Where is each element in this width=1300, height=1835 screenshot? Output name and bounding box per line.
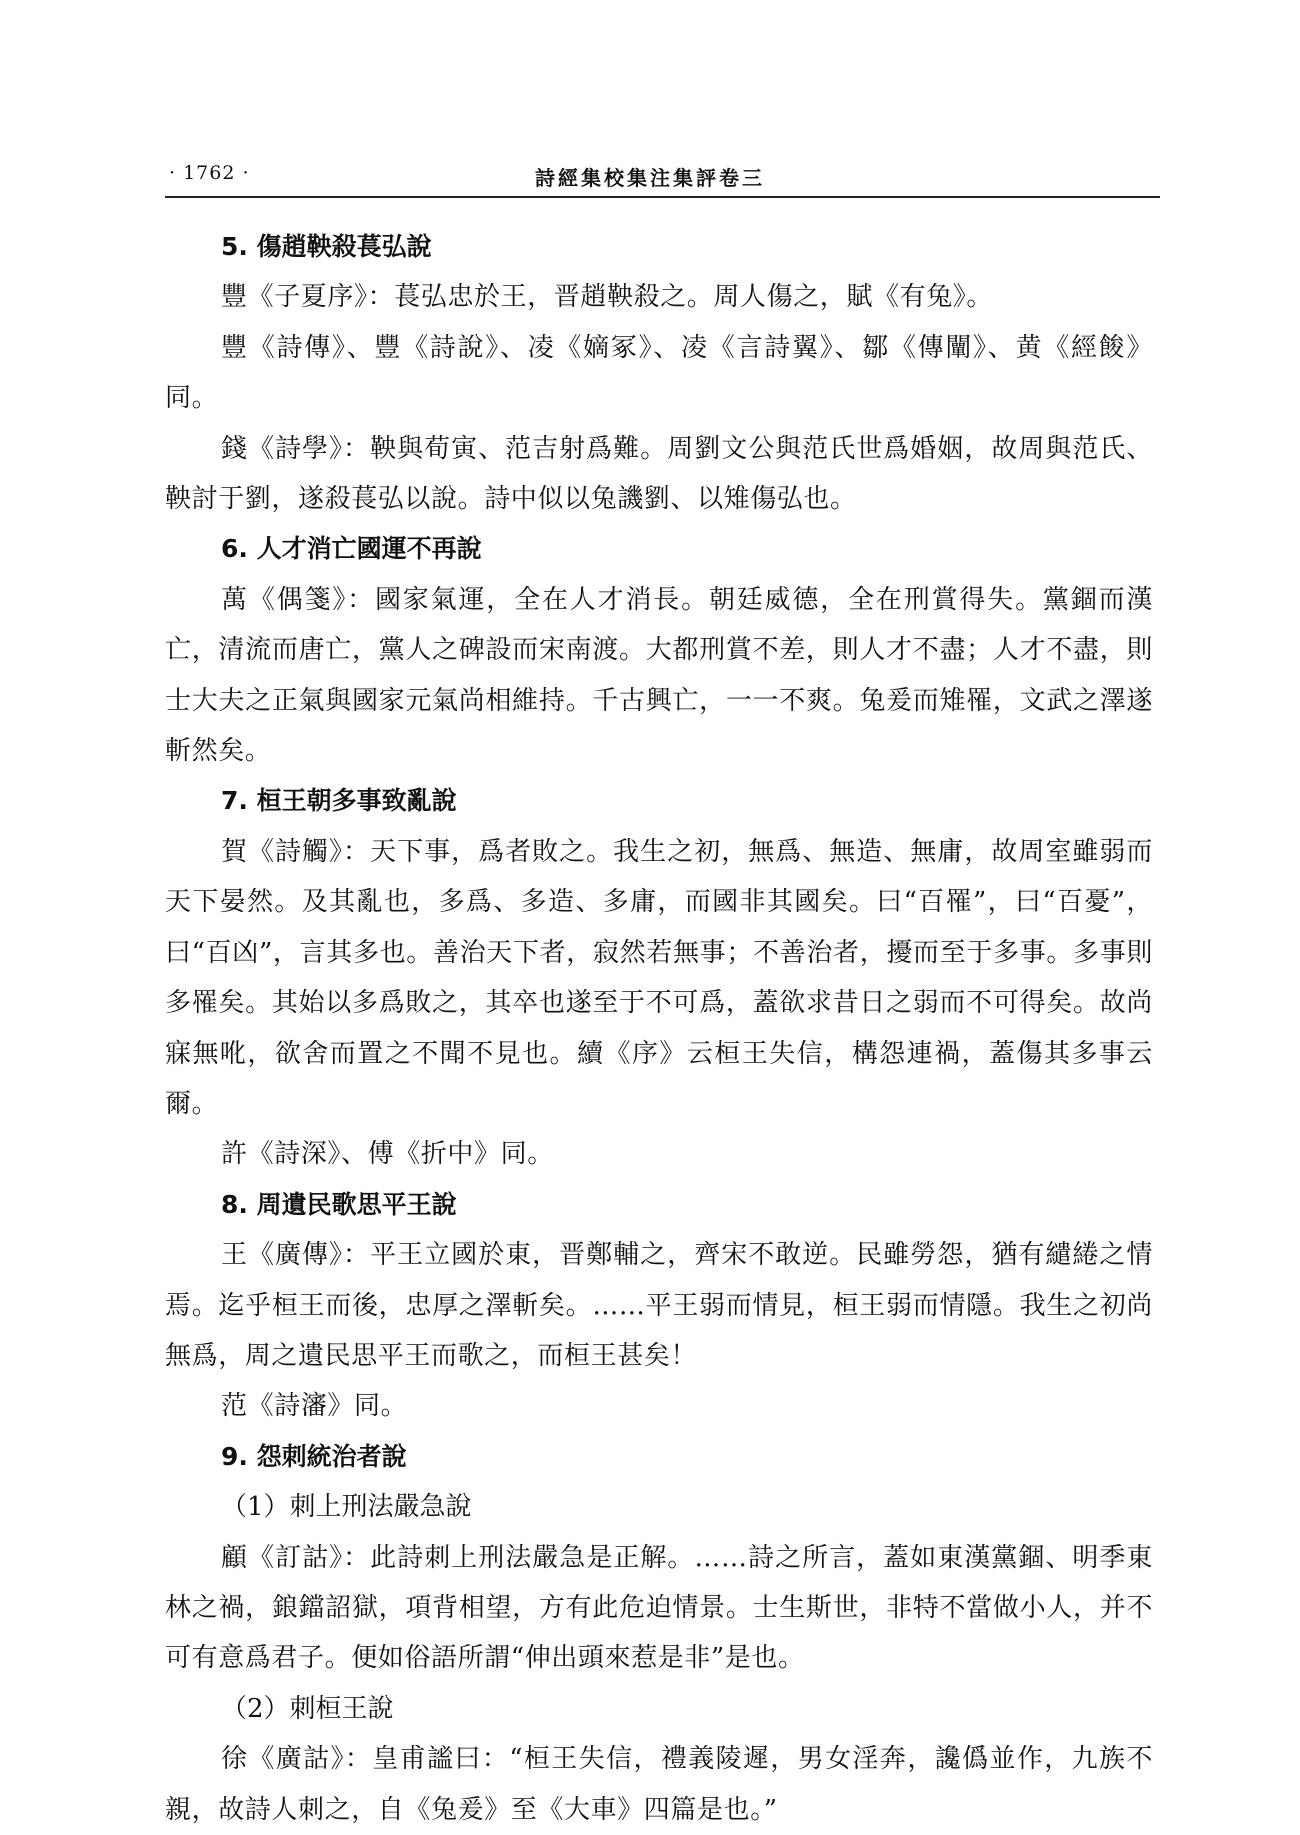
paragraph: 許《詩深》、傅《折中》同。 [221, 1139, 554, 1170]
subsection-heading: （2）刺桓王說 [221, 1693, 394, 1724]
section-heading: 7. 桓王朝多事致亂說 [221, 786, 457, 816]
header-rule [165, 196, 1160, 198]
running-header [165, 158, 1135, 192]
paragraph: 徐《廣詁》：皇甫謐曰：“桓王失信，禮義陵遲，男女淫奔，讒僞並作，九族不親，故詩人刺之，自《兔爰》至《大車》四篇是也。” [165, 1744, 1153, 1825]
paragraph: 錢《詩學》：鞅與荀寅、范吉射爲難。周劉文公與范氏世爲婚姻，故周與范氏、鞅討于劉，遂殺萇弘以說。詩中似以兔譏劉、以雉傷弘也。 [165, 433, 1153, 515]
paragraph: 顧《訂詁》：此詩刺上刑法嚴急是正解。……詩之所言，蓋如東漢黨錮、明季東林之禍，鋃鐺詔獄，項背相望，方有此危迫情景。士生斯世，非特不當做小人，并不可有意爲君子。便如俗語所謂“伸出頭來惹是非”是也。 [165, 1542, 1153, 1674]
body-text [165, 222, 1153, 1835]
paragraph: 賀《詩觸》：天下事，爲者敗之。我生之初，無爲、無造、無庸，故周室雖弱而天下晏然。及其亂也，多爲、多造、多庸，而國非其國矣。曰“百罹”，曰“百憂”，曰“百凶”，言其多也。善治天下者，寂然若無事；不善治者，擾而至于多事。多事則多罹矣。其始以多爲敗之，其卒也遂至于不可爲，蓋欲求昔日之弱而不可得矣。故尚寐無吪，欲舍而置之不聞不見也。續《序》云桓王失信，構怨連禍，蓋傷其多事云爾。 [165, 836, 1153, 1119]
paragraph: 豐《詩傳》、豐《詩說》、凌《嫡冢》、凌《言詩翼》、鄒《傳闡》、黄《經餕》同。 [165, 332, 1153, 414]
page-number: · 1762 · [169, 162, 250, 184]
paragraph: 范《詩瀋》同。 [221, 1391, 408, 1422]
section-heading: 8. 周遺民歌思平王說 [221, 1189, 457, 1219]
running-title: 詩經集校集注集評卷三 [535, 166, 765, 190]
section-heading: 9. 怨刺統治者說 [221, 1441, 407, 1471]
subsection-heading: （1）刺上刑法嚴急說 [221, 1492, 472, 1523]
section-heading: 6. 人才消亡國運不再說 [221, 534, 482, 564]
section-heading: 5. 傷趙鞅殺萇弘說 [221, 232, 432, 261]
paragraph: 豐《子夏序》：萇弘忠於王，晋趙鞅殺之。周人傷之，賦《有兔》。 [221, 282, 994, 313]
paragraph: 萬《偶箋》：國家氣運，全在人才消長。朝廷威德，全在刑賞得失。黨錮而漢亡，清流而唐亡，黨人之碑設而宋南渡。大都刑賞不差，則人才不盡；人才不盡，則士大夫之正氣與國家元氣尚相維持。千古興亡，一一不爽。兔爰而雉罹，文武之澤遂斬然矣。 [165, 584, 1153, 767]
paragraph: 王《廣傳》：平王立國於東，晋鄭輔之，齊宋不敢逆。民雖勞怨，猶有繾綣之情焉。迄乎桓王而後，忠厚之澤斬矣。……平王弱而情見，桓王弱而情隱。我生之初尚無爲，周之遺民思平王而歌之，而桓王甚矣！ [165, 1240, 1153, 1371]
